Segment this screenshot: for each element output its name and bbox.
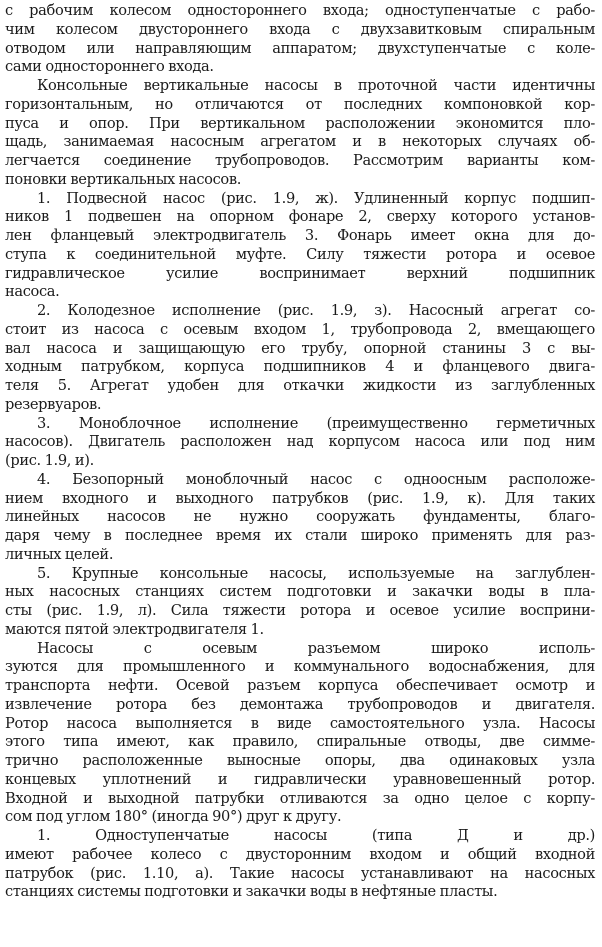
text-line: чим колесом двустороннего входа с двухзавитковым спиральным — [5, 20, 595, 38]
text-line: ных насосных станциях систем подготовки и закачки воды в пла- — [5, 583, 595, 601]
text-line: 5. Крупные консольные насосы, используемые на заглублен- — [37, 564, 595, 582]
text-line: стоит из насоса с осевым входом 1, трубопровода 2, вмещающего — [5, 320, 595, 338]
text-line: горизонтальным, но отличаются от последних компоновкой кор- — [5, 95, 595, 113]
text-line: 1. Одноступенчатые насосы (типа Д и др.) — [37, 827, 595, 844]
text-line: ников 1 подвешен на опорном фонаре 2, сверху которого установ- — [5, 208, 595, 226]
text-line: резервуаров. — [5, 395, 102, 413]
text-line: отводом или направляющим аппаратом; двухступенчатые с коле- — [5, 39, 595, 57]
text-line: (рис. 1.9, и). — [5, 452, 94, 469]
text-line: этого типа имеют, как правило, спиральные отводы, две симме- — [5, 733, 595, 751]
text-line: извлечение ротора без демонтажа трубопроводов и двигателя. — [5, 695, 595, 713]
text-line: насосов). Двигатель расположен над корпусом насоса или под ним — [5, 433, 595, 451]
text-line: линейных насосов не нужно сооружать фундаменты, благо- — [5, 508, 595, 526]
text-line: патрубок (рис. 1.10, а). Такие насосы устанавливают на насосных — [5, 864, 595, 882]
text-line: поновки вертикальных насосов. — [5, 170, 242, 188]
text-line: щадь, занимаемая насосным агрегатом и в некоторых случаях об- — [5, 133, 595, 151]
text-line: легчается соединение трубопроводов. Рассмотрим варианты ком- — [5, 152, 595, 169]
text-line: имеют рабочее колесо с двусторонним входом и общий входной — [5, 845, 595, 863]
text-line: Консольные вертикальные насосы в проточной части идентичны — [37, 77, 595, 94]
text-line: транспорта нефти. Осевой разъем корпуса обеспечивает осмотр и — [5, 677, 595, 694]
text-line: зуются для промышленного и коммунального водоснабжения, для — [5, 658, 595, 676]
text-line: Ротор насоса выполняется в виде самостоятельного узла. Насосы — [5, 714, 595, 732]
text-line: с рабочим колесом одностороннего входа; одноступенчатые с рабо- — [5, 2, 595, 19]
text-line: лен фланцевый электродвигатель 3. Фонарь имеет окна для до- — [5, 227, 595, 244]
text-line: 3. Моноблочное исполнение (преимущественно герметичных — [37, 414, 595, 432]
text-line: 1. Подвесной насос (рис. 1.9, ж). Удлиненный корпус подшип- — [37, 189, 595, 207]
text-line: 4. Безопорный моноблочный насос с одноосным расположе- — [37, 470, 595, 488]
text-line: вал насоса и защищающую его трубу, опорной станины 3 с вы- — [5, 339, 595, 357]
text-line: насоса. — [5, 283, 60, 301]
text-line: сом под углом 180° (иногда 90°) друг к другу. — [5, 808, 342, 826]
text-line: станциях системы подготовки и закачки воды в нефтяные пласты. — [5, 883, 498, 901]
text-line: ступа к соединительной муфте. Силу тяжести ротора и осевое — [5, 245, 595, 263]
text-line: ходным патрубком, корпуса подшипников 4 и фланцевого двига- — [5, 358, 595, 376]
text-line: сты (рис. 1.9, л). Сила тяжести ротора и осевое усилие восприни- — [5, 602, 595, 619]
text-line: трично расположенные выносные опоры, два одинаковых узла — [5, 752, 595, 769]
text-line: пуса и опор. При вертикальном расположении экономится пло- — [5, 114, 595, 132]
text-line: сами одностороннего входа. — [5, 58, 214, 76]
text-line: даря чему в последнее время их стали широко применять для раз- — [5, 527, 595, 544]
document-page — [5, 2, 595, 902]
text-line: маются пятой электродвигателя 1. — [5, 620, 264, 638]
text-line: 2. Колодезное исполнение (рис. 1.9, з). Насосный агрегат со- — [37, 302, 595, 319]
text-line: теля 5. Агрегат удобен для откачки жидкости из заглубленных — [5, 377, 595, 394]
text-line: нием входного и выходного патрубков (рис. 1.9, к). Для таких — [5, 489, 595, 507]
text-line: концевых уплотнений и гидравлически уравновешенный ротор. — [5, 770, 595, 788]
text-line: личных целей. — [5, 545, 114, 563]
text-line: гидравлическое усилие воспринимает верхний подшипник — [5, 264, 595, 282]
text-line: Насосы с осевым разъемом широко исполь- — [37, 639, 595, 657]
text-line: Входной и выходной патрубки отливаются за одно целое с корпу- — [5, 789, 595, 807]
